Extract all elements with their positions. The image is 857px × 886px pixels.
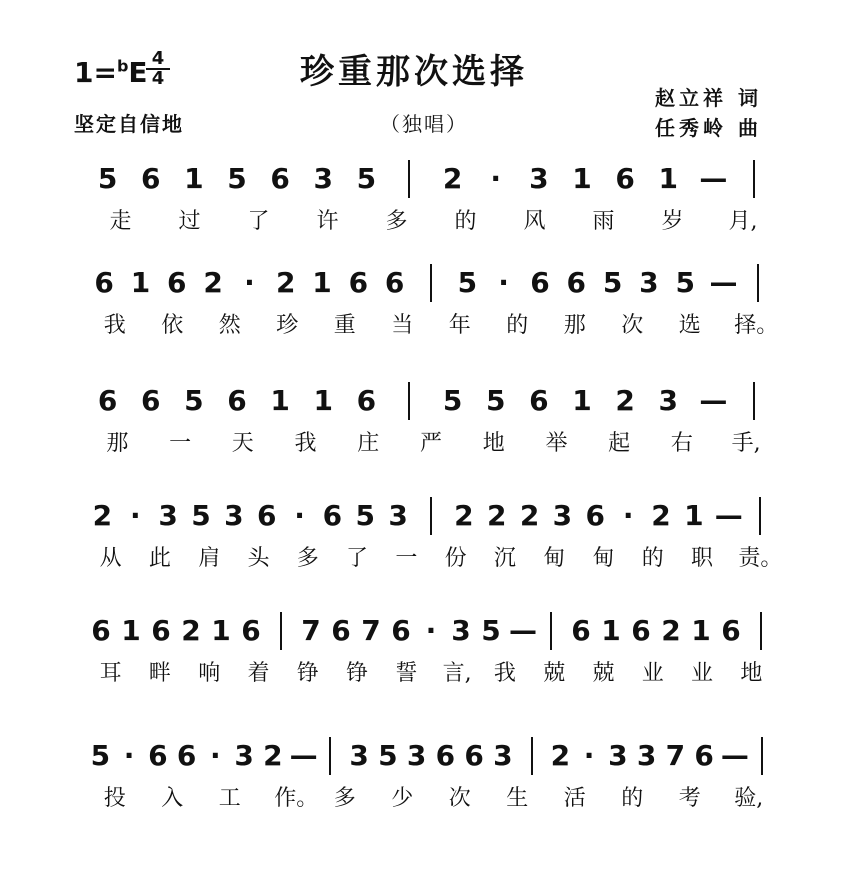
- note: 6: [615, 162, 635, 195]
- lyric-line: [0, 430, 857, 460]
- note: 5: [191, 499, 211, 532]
- note: 1: [313, 384, 333, 417]
- lyric-syllable: 着: [247, 661, 270, 686]
- lyric-syllable: 依: [161, 313, 184, 338]
- lyric-syllable: 甸: [543, 546, 566, 571]
- lyric-syllable: 铮: [346, 661, 369, 686]
- lyric-syllable: 我: [294, 431, 317, 456]
- note: 3: [158, 499, 178, 532]
- note: 5: [675, 266, 695, 299]
- lyric-syllable: 甸: [592, 546, 615, 571]
- lyric-syllable: 然: [218, 313, 241, 338]
- note: 3: [313, 162, 333, 195]
- lyric-syllable: 此: [148, 546, 171, 571]
- note: 2: [550, 739, 571, 772]
- lyric-syllable: 举: [545, 431, 568, 456]
- lyric-syllable: 言,: [442, 661, 472, 686]
- lyric-syllable: 铮: [296, 661, 319, 686]
- note: 1: [572, 162, 592, 195]
- note: 5: [184, 384, 204, 417]
- note: 3: [608, 739, 628, 772]
- note: 5: [90, 739, 111, 772]
- lyric-line: [0, 208, 857, 238]
- lyric-syllable: 责。: [738, 546, 783, 571]
- lyric-syllable: 了: [247, 209, 270, 234]
- lyric-syllable: 兢: [543, 661, 566, 686]
- note: 3: [529, 162, 549, 195]
- note: 2: [275, 266, 296, 299]
- note: 5: [442, 384, 463, 417]
- note: 3: [658, 384, 678, 417]
- score-line: [0, 158, 857, 238]
- note: 3: [224, 499, 244, 532]
- lyric-syllable: 誓: [395, 661, 418, 686]
- note: ·: [129, 499, 141, 532]
- score-line: [0, 262, 857, 342]
- lyric-syllable: 手,: [731, 431, 761, 456]
- lyric-syllable: 验,: [734, 786, 764, 811]
- notation-line: [0, 158, 857, 198]
- score-line: [0, 495, 857, 575]
- lyric-syllable: 次: [621, 313, 644, 338]
- note: ·: [622, 499, 634, 532]
- lyric-syllable: 工: [218, 786, 241, 811]
- note: 1: [684, 499, 704, 532]
- note: —: [289, 739, 318, 772]
- song-title: 珍重那次选择: [300, 52, 528, 92]
- lyric-syllable: 少: [391, 786, 414, 811]
- note: 6: [585, 499, 606, 532]
- note: 3: [552, 499, 573, 532]
- score-line: [0, 610, 857, 690]
- note: 6: [94, 266, 114, 299]
- lyric-syllable: 头: [247, 546, 270, 571]
- lyric-syllable: 庄: [357, 431, 380, 456]
- lyric-syllable: 多: [385, 209, 408, 234]
- composer-credit: 任秀岭 曲: [655, 116, 762, 140]
- lyric-syllable: 地: [740, 661, 763, 686]
- note: 6: [331, 614, 351, 647]
- note: 1: [211, 614, 231, 647]
- lyric-syllable: 右: [670, 431, 693, 456]
- lyric-syllable: 从: [99, 546, 122, 571]
- lyric-syllable: 风: [523, 209, 546, 234]
- lyric-syllable: 投: [103, 786, 126, 811]
- lyric-syllable: 的: [506, 313, 529, 338]
- note: 6: [631, 614, 651, 647]
- lyric-syllable: 走: [109, 209, 132, 234]
- note: 6: [721, 614, 741, 647]
- lyric-syllable: 那: [106, 431, 129, 456]
- lyric-syllable: 许: [316, 209, 339, 234]
- note: 2: [519, 499, 540, 532]
- note: 3: [406, 739, 427, 772]
- note: 3: [388, 499, 408, 532]
- note: 6: [322, 499, 343, 532]
- note: 6: [529, 384, 549, 417]
- lyric-syllable: 我: [103, 313, 126, 338]
- barline: [280, 612, 282, 650]
- note: —: [714, 499, 743, 532]
- lyric-syllable: 地: [482, 431, 505, 456]
- note: ·: [210, 739, 221, 772]
- lyric-syllable: 肩: [198, 546, 221, 571]
- barline: [753, 382, 755, 420]
- note: 2: [181, 614, 201, 647]
- lyric-syllable: 岁: [661, 209, 684, 234]
- lyric-line: [0, 545, 857, 575]
- note: 6: [566, 266, 586, 299]
- lyric-syllable: 畔: [148, 661, 171, 686]
- lyric-syllable: 业: [691, 661, 714, 686]
- note: 6: [97, 384, 118, 417]
- note: 7: [301, 614, 321, 647]
- lyric-syllable: 天: [231, 431, 254, 456]
- lyric-line: [0, 785, 857, 815]
- lyric-syllable: 过: [178, 209, 201, 234]
- lyric-syllable: 份: [444, 546, 467, 571]
- barline: [408, 382, 410, 420]
- barline: [550, 612, 552, 650]
- lyric-syllable: 了: [346, 546, 369, 571]
- note: 6: [530, 266, 550, 299]
- note: 2: [92, 499, 113, 532]
- notation-line: [0, 610, 857, 650]
- lyric-syllable: 响: [198, 661, 221, 686]
- note: ·: [123, 739, 135, 772]
- barline: [761, 737, 763, 775]
- lyric-syllable: 月,: [728, 209, 758, 234]
- lyric-syllable: 严: [419, 431, 442, 456]
- lyric-syllable: 的: [641, 546, 664, 571]
- lyric-syllable: 我: [493, 661, 516, 686]
- note: 6: [348, 266, 369, 299]
- note: 5: [97, 162, 118, 195]
- note: 2: [661, 614, 681, 647]
- note: 6: [256, 499, 277, 532]
- barline: [759, 497, 761, 535]
- note: ·: [498, 266, 509, 299]
- note: 6: [356, 384, 377, 417]
- notation-line: [0, 380, 857, 420]
- barline: [430, 497, 432, 535]
- note: 6: [91, 614, 111, 647]
- barline: [757, 264, 759, 302]
- note: ·: [583, 739, 595, 772]
- note: —: [709, 266, 738, 299]
- lyric-syllable: 多: [333, 786, 356, 811]
- barline: [329, 737, 331, 775]
- note: 2: [615, 384, 635, 417]
- note: 1: [184, 162, 204, 195]
- barline: [408, 160, 410, 198]
- lyric-syllable: 雨: [592, 209, 615, 234]
- barline: [430, 264, 432, 302]
- note: 5: [356, 162, 377, 195]
- lyric-syllable: 年: [448, 313, 471, 338]
- note: 6: [140, 162, 161, 195]
- score-line: [0, 380, 857, 460]
- tempo-marking: 坚定自信地: [74, 112, 184, 136]
- lyric-syllable: 入: [161, 786, 184, 811]
- note: 6: [140, 384, 161, 417]
- note: 6: [227, 384, 247, 417]
- note: 2: [651, 499, 671, 532]
- note: 7: [361, 614, 381, 647]
- note: —: [720, 739, 749, 772]
- note: —: [699, 162, 728, 195]
- lyric-syllable: 当: [391, 313, 414, 338]
- note: ·: [490, 162, 501, 195]
- lyric-syllable: 活: [563, 786, 586, 811]
- note: 5: [457, 266, 478, 299]
- note: 5: [378, 739, 398, 772]
- note: 1: [270, 384, 290, 417]
- lyric-syllable: 重: [333, 313, 356, 338]
- note: 1: [691, 614, 711, 647]
- note: 5: [485, 384, 506, 417]
- note: 3: [636, 739, 657, 772]
- lyric-syllable: 择。: [734, 313, 779, 338]
- note: 3: [451, 614, 471, 647]
- lyric-syllable: 生: [506, 786, 529, 811]
- performance-note: （独唱）: [380, 112, 468, 136]
- note: —: [699, 384, 728, 417]
- note: 3: [639, 266, 659, 299]
- note: 6: [270, 162, 290, 195]
- time-signature: 4 4: [146, 50, 170, 88]
- note: 1: [658, 162, 678, 195]
- note: 6: [167, 266, 187, 299]
- note: 7: [665, 739, 686, 772]
- note: 2: [203, 266, 223, 299]
- lyric-syllable: 那: [563, 313, 586, 338]
- note: 6: [464, 739, 484, 772]
- lyric-syllable: 次: [448, 786, 471, 811]
- note: 1: [312, 266, 332, 299]
- lyric-syllable: 选: [678, 313, 701, 338]
- lyric-line: [0, 660, 857, 690]
- lyric-syllable: 兢: [592, 661, 615, 686]
- note: 1: [130, 266, 151, 299]
- note: ·: [244, 266, 255, 299]
- note: —: [509, 614, 537, 647]
- notation-line: [0, 735, 857, 775]
- lyric-syllable: 业: [641, 661, 664, 686]
- note: 5: [481, 614, 501, 647]
- note: 3: [493, 739, 513, 772]
- notation-line: [0, 262, 857, 302]
- lyric-line: [0, 312, 857, 342]
- lyricist-credit: 赵立祥 词: [655, 86, 762, 110]
- note: 1: [572, 384, 592, 417]
- note: 1: [601, 614, 621, 647]
- score-line: [0, 735, 857, 815]
- lyric-syllable: 沉: [493, 546, 516, 571]
- note: ·: [294, 499, 305, 532]
- barline: [531, 737, 533, 775]
- lyric-syllable: 耳: [99, 661, 122, 686]
- note: 6: [435, 739, 456, 772]
- note: 2: [263, 739, 283, 772]
- note: 6: [571, 614, 591, 647]
- note: 2: [442, 162, 463, 195]
- barline: [753, 160, 755, 198]
- note: 5: [227, 162, 247, 195]
- note: 3: [234, 739, 254, 772]
- lyric-syllable: 作。: [274, 786, 319, 811]
- lyric-syllable: 考: [678, 786, 701, 811]
- note: 5: [602, 266, 623, 299]
- note: ·: [425, 614, 437, 647]
- lyric-syllable: 的: [621, 786, 644, 811]
- lyric-syllable: 职: [691, 546, 714, 571]
- lyric-syllable: 珍: [276, 313, 299, 338]
- note: 1: [121, 614, 141, 647]
- notation-line: [0, 495, 857, 535]
- lyric-syllable: 的: [454, 209, 477, 234]
- note: 2: [486, 499, 507, 532]
- lyric-syllable: 一: [169, 431, 192, 456]
- note: 6: [151, 614, 171, 647]
- barline: [760, 612, 762, 650]
- lyric-syllable: 起: [608, 431, 631, 456]
- note: 6: [391, 614, 411, 647]
- lyric-syllable: 一: [395, 546, 418, 571]
- note: 6: [148, 739, 168, 772]
- key-signature: 1=$^b$E: [74, 56, 148, 89]
- note: 3: [349, 739, 369, 772]
- note: 5: [355, 499, 376, 532]
- note: 6: [694, 739, 714, 772]
- note: 2: [454, 499, 474, 532]
- note: 6: [241, 614, 261, 647]
- note: 6: [384, 266, 405, 299]
- note: 6: [176, 739, 197, 772]
- lyric-syllable: 多: [296, 546, 319, 571]
